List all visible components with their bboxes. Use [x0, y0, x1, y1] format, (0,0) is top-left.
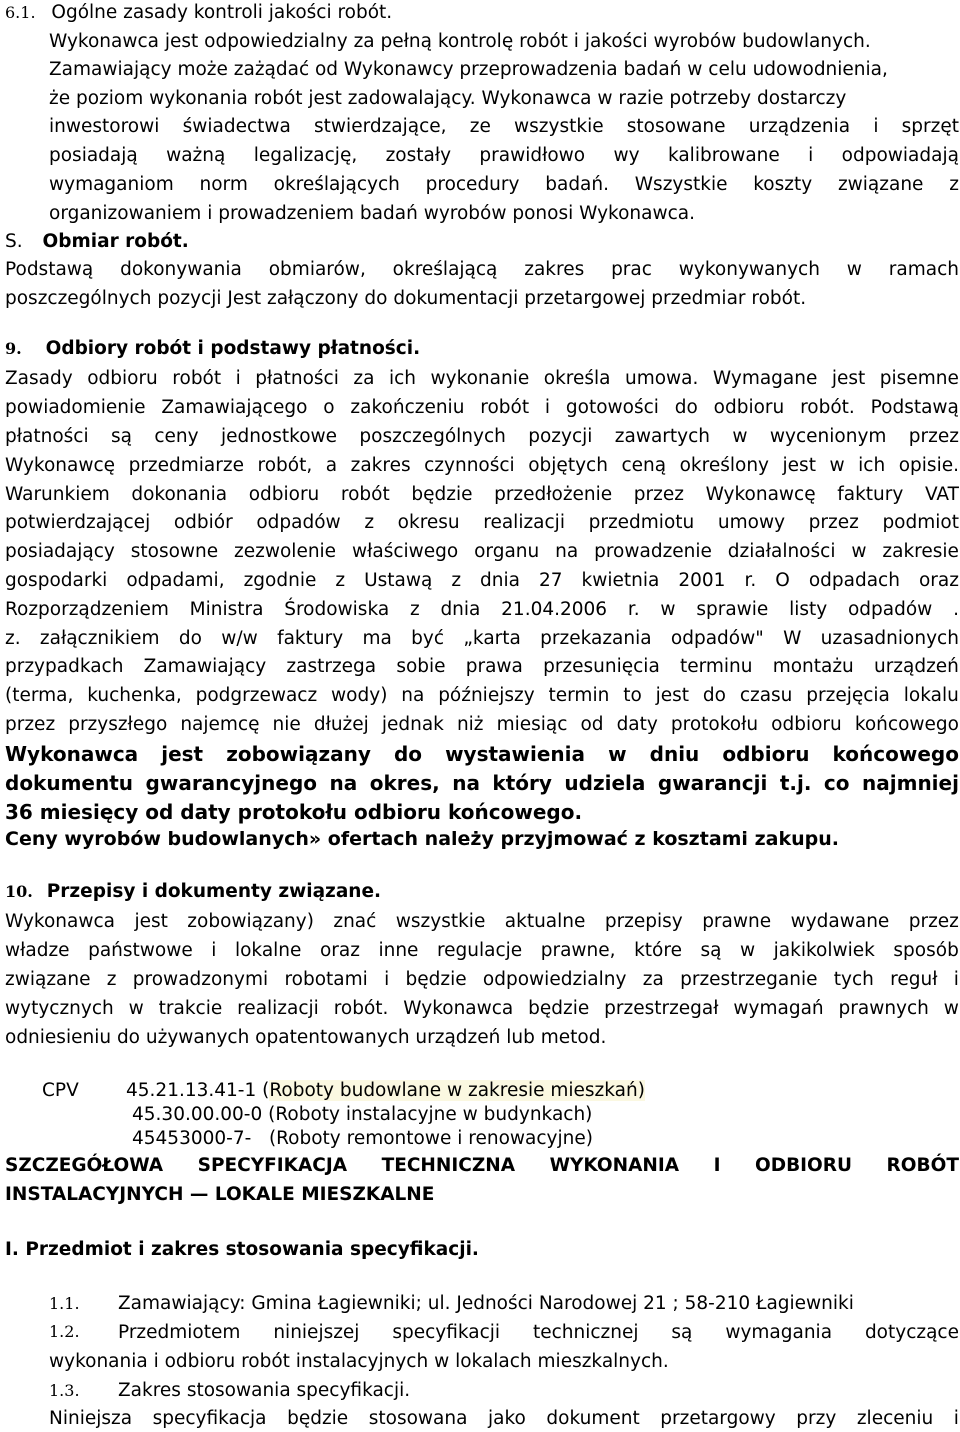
item-text: Przedmiotem niniejszej specyfikacji technicznej są wymagania dotyczące [118, 1322, 959, 1343]
section-8-heading [5, 233, 189, 252]
section-6-1-heading [5, 4, 392, 23]
section-title: Obmiar robót. [42, 231, 189, 252]
bold-paragraph-line: Wykonawca jest zobowiązany do wystawienia w dniu odbioru końcowego [5, 742, 959, 766]
paragraph-line: posiadają ważną legalizację, zostały prawidłowo wy kalibrowane i odpowiadają [49, 145, 959, 166]
paragraph-line: powiadomienie Zamawiającego o zakończeniu robót i gotowości do odbioru robót. Podstawą [5, 397, 959, 418]
item-number: 1.2. [49, 1322, 80, 1341]
paragraph-line: gospodarki odpadami, zgodnie z Ustawą z dnia 27 kwietnia 2001 r. O odpadach oraz [5, 570, 959, 591]
paragraph-line: Podstawą dokonywania obmiarów, określającą zakres prac wykonywanych w ramach [5, 259, 959, 280]
spec-section-heading: I. Przedmiot i zakres stosowania specyfikacji. [5, 1239, 479, 1260]
spec-item [49, 1382, 410, 1401]
paragraph-line: przypadkach Zamawiający zastrzega sobie prawa przesunięcia terminu montażu urządzeń [5, 656, 959, 677]
item-text: Zamawiający: Gmina Łagiewniki; ul. Jedności Narodowej 21 ; 58-210 Łagiewniki [118, 1293, 854, 1314]
cpv-code: 45453000-7- [132, 1128, 269, 1149]
paragraph-line: organizowaniem i prowadzeniem badań wyrobów ponosi Wykonawca. [49, 203, 695, 224]
spec-title: SZCZEGÓŁOWA SPECYFIKACJA TECHNICZNA WYKONANIA I ODBIORU ROBÓT [5, 1155, 959, 1176]
section-title: Przepisy i dokumenty związane. [46, 881, 382, 902]
cpv-description: Roboty budowlane w zakresie mieszkań) [269, 1080, 645, 1101]
paragraph-line: potwierdzającej odbiór odpadów z okresu realizacji przedmiotu umowy przez podmiot [5, 512, 959, 533]
paragraph-line: przez przyszłego najemcę nie dłużej jednak niż miesiąc od daty protokołu odbioru końcowego [5, 714, 959, 735]
bold-paragraph-line: 36 miesięcy od daty protokołu odbioru końcowego. [5, 800, 583, 824]
bold-paragraph-line: Ceny wyrobów budowlanych» ofertach należy przyjmować z kosztami zakupu. [5, 828, 839, 850]
cpv-description: (Roboty remontowe i renowacyjne) [268, 1128, 593, 1149]
section-number: 9. [5, 339, 22, 358]
bold-paragraph-line: dokumentu gwarancyjnego na okres, na który udziela gwarancji t.j. co najmniej [5, 771, 959, 795]
cpv-row [132, 1130, 593, 1149]
paragraph-line: posiadający stosowne zezwolenie właściwego organu na prowadzenie działalności w zakresie [5, 541, 959, 562]
paragraph-line: płatności są ceny jednostkowe poszczególnych pozycji zawartych w wycenionym przez [5, 426, 959, 447]
paragraph-line: Zamawiający może zażądać od Wykonawcy przeprowadzenia badań w celu udowodnienia, [49, 59, 888, 80]
paragraph-line: władze państwowe i lokalne oraz inne regulacje prawne, które są w jakikolwiek sposób [5, 940, 959, 961]
item-number: 1.3. [49, 1381, 80, 1400]
paragraph-line: wymaganiom norm określających procedury badań. Wszystkie koszty związane z [49, 174, 959, 195]
cpv-code: 45.21.13.41-1 ( [126, 1080, 270, 1101]
section-title: Ogólne zasady kontroli jakości robót. [51, 2, 393, 23]
item-number: 1.1. [49, 1294, 80, 1313]
paragraph-line: Wykonawca jest odpowiedzialny za pełną kontrolę robót i jakości wyrobów budowlanych. [49, 31, 871, 52]
paragraph-line: z. załącznikiem do w/w faktury ma być „karta przekazania odpadów" W uzasadnionych [5, 628, 959, 649]
spec-item [49, 1295, 854, 1314]
section-number: S. [5, 231, 23, 252]
item-text: Zakres stosowania specyfikacji. [118, 1380, 411, 1401]
paragraph-line: Rozporządzeniem Ministra Środowiska z dnia 21.04.2006 r. w sprawie listy odpadów . [5, 599, 959, 620]
paragraph-line: Wykonawca jest zobowiązany) znać wszystkie aktualne przepisy prawne wydawane przez [5, 911, 959, 932]
paragraph-line: że poziom wykonania robót jest zadowalający. Wykonawca w razie potrzeby dostarczy [49, 88, 847, 109]
paragraph-line: poszczególnych pozycji Jest załączony do dokumentacji przetargowej przedmiar robót. [5, 288, 807, 309]
cpv-label: CPV [42, 1080, 79, 1101]
spec-title: INSTALACYJNYCH — LOKALE MIESZKALNE [5, 1184, 435, 1205]
section-10-heading [5, 883, 381, 902]
cpv-code: 45.30.00.00-0 [132, 1104, 269, 1125]
paragraph-line: wykonania i odbioru robót instalacyjnych w lokalach mieszkalnych. [49, 1351, 669, 1372]
paragraph-line: wytycznych w trakcie realizacji robót. Wykonawca będzie przestrzegał wymagań prawnych w [5, 998, 959, 1019]
paragraph-line: Niniejsza specyfikacja będzie stosowana jako dokument przetargowy przy zleceniu i [49, 1408, 959, 1429]
cpv-row [132, 1106, 592, 1125]
cpv-description: (Roboty instalacyjne w budynkach) [268, 1104, 593, 1125]
paragraph-line: Wykonawcę przedmiarze robót, a zakres czynności objętych ceną określony jest w ich opisie. [5, 455, 959, 476]
paragraph-line: związane z prowadzonymi robotami i będzie odpowiedzialny za przestrzeganie tych reguł i [5, 969, 959, 990]
paragraph-line: Zasady odbioru robót i płatności za ich wykonanie określa umowa. Wymagane jest pisemne [5, 368, 959, 389]
paragraph-line: odniesieniu do używanych opatentowanych urządzeń lub metod. [5, 1027, 607, 1048]
section-title: Odbiory robót i podstawy płatności. [45, 338, 421, 359]
paragraph-line: (terma, kuchenka, podgrzewacz wody) na późniejszy termin to jest do czasu przejęcia lokalu [5, 685, 959, 706]
paragraph-line: Warunkiem dokonania odbioru robót będzie przedłożenie przez Wykonawcę faktury VAT [5, 484, 959, 505]
spec-item [49, 1324, 959, 1343]
section-number: 10. [5, 882, 33, 901]
paragraph-line: inwestorowi świadectwa stwierdzające, ze wszystkie stosowane urządzenia i sprzęt [49, 116, 959, 137]
cpv-row [42, 1082, 645, 1101]
section-9-heading [5, 340, 420, 359]
section-number: 6.1. [5, 3, 36, 22]
